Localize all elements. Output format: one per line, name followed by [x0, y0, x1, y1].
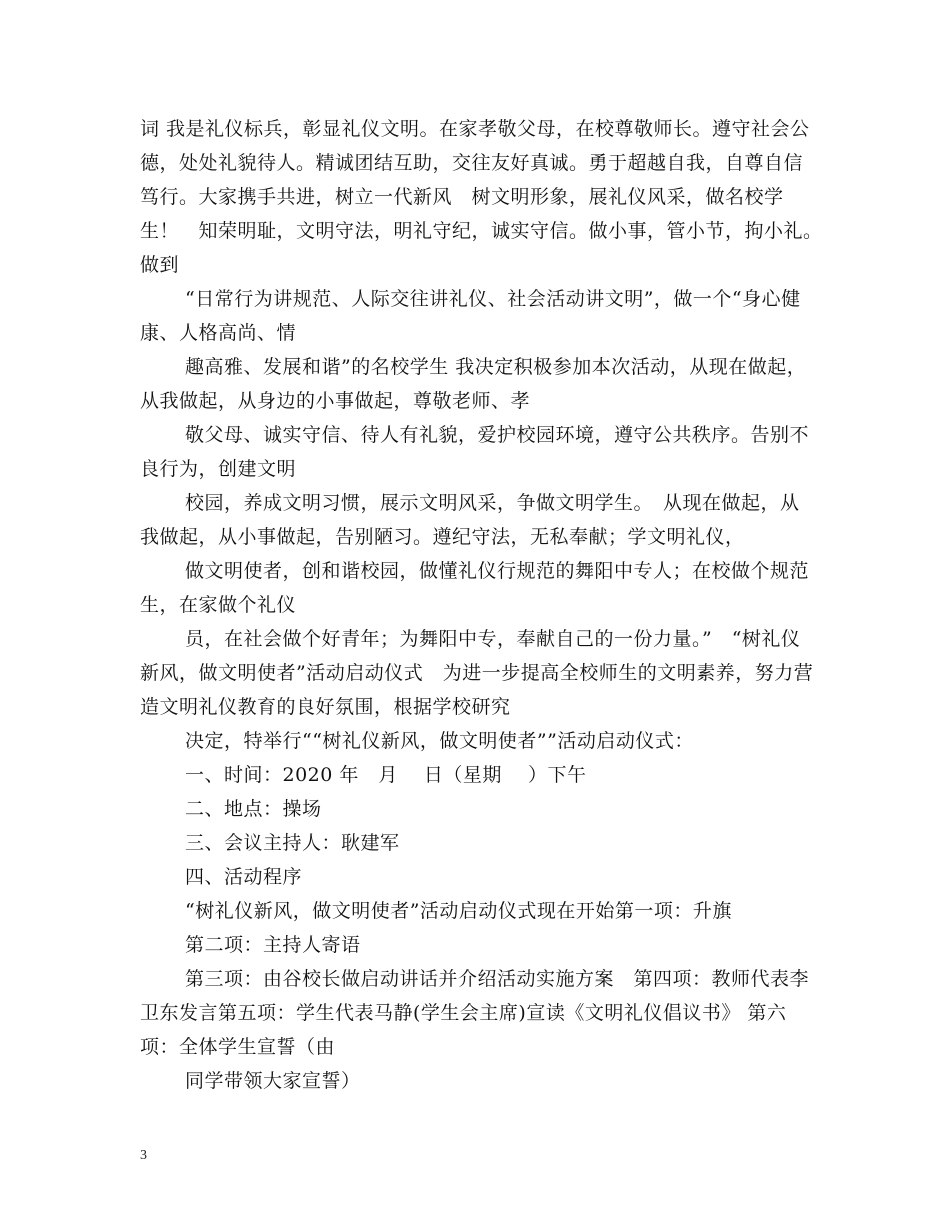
- document-body: [140, 112, 833, 1098]
- paragraph-item-4: 同学带领大家宣誓）: [185, 1070, 361, 1092]
- paragraph-4: 敬父母、诚实守信、待人有礼貌，爱护校园环境，遵守公共秩序。告别不良行为，创建文明: [140, 424, 810, 480]
- paragraph-location: 二、地点：操场: [185, 798, 322, 820]
- paragraph-5: 校园，养成文明习惯，展示文明风采，争做文明学生。 从现在做起，从我做起，从小事做起，告别陋习。遵纪守法，无私奉献；学文明礼仪，: [140, 492, 800, 548]
- paragraph-2: “日常行为讲规范、人际交往讲礼仪、社会活动讲文明”，做一个“身心健康、人格高尚、情: [140, 288, 801, 344]
- paragraph-item-2: 第二项：主持人寄语: [185, 934, 361, 956]
- paragraph-item-1: “树礼仪新风，做文明使者”活动启动仪式现在开始第一项：升旗: [185, 900, 732, 922]
- paragraph-7: 员，在社会做个好青年；为舞阳中专，奉献自己的一份力量。” “树礼仪新风，做文明使者”活动启动仪式 为进一步提高全校师生的文明素养，努力营造文明礼仪教育的良好氛围，根据学校研究: [140, 628, 814, 718]
- paragraph-program-heading: 四、活动程序: [185, 866, 303, 888]
- paragraph-3: 趣高雅、发展和谐”的名校学生 我决定积极参加本次活动，从现在做起，从我做起，从身边的小事做起，尊敬老师、孝: [140, 356, 807, 412]
- page-number: 3: [140, 1148, 147, 1163]
- paragraph-1: 词 我是礼仪标兵，彰显礼仪文明。在家孝敬父母，在校尊敬师长。遵守社会公德，处处礼貌待人。精诚团结互助，交往友好真诚。勇于超越自我，自尊自信笃行。大家携手共进，树立一代新风 树文明形象，展礼仪风采，做名校学生！ 知荣明耻，文明守法，明礼守纪，诚实守信。做小事，管小节，拘小礼。 做到: [140, 118, 833, 276]
- paragraph-host: 三、会议主持人：耿建军: [185, 832, 400, 854]
- paragraph-time: 一、时间：2020 年 月 日（星期 ）下午: [185, 764, 587, 786]
- paragraph-item-3: 第三项：由谷校长做启动讲话并介绍活动实施方案 第四项：教师代表李卫东发言第五项：学生代表马静(学生会主席)宣读《文明礼仪倡议书》 第六项：全体学生宣誓（由: [140, 968, 810, 1058]
- paragraph-8: 决定，特举行““树礼仪新风，做文明使者””活动启动仪式：: [185, 730, 694, 752]
- paragraph-6: 做文明使者，创和谐校园，做懂礼仪行规范的舞阳中专人；在校做个规范生，在家做个礼仪: [140, 560, 810, 616]
